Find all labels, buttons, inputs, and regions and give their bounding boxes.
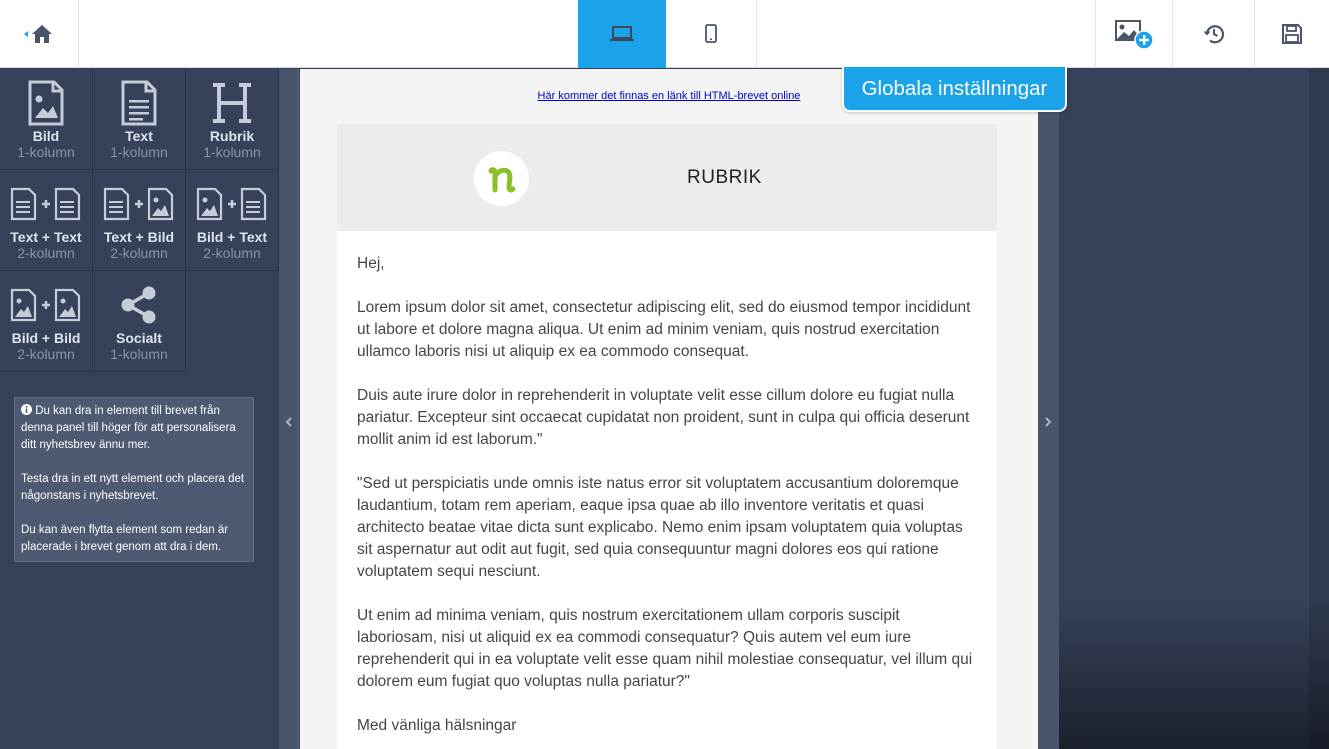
image-image-icon: [10, 288, 82, 322]
block-name: Bild: [32, 128, 60, 144]
chevron-left-icon: [284, 414, 294, 430]
info-icon: [21, 404, 32, 415]
block-columns: 2-kolumn: [17, 245, 75, 261]
block-rubrik-1[interactable]: [186, 69, 279, 170]
panel-edge: [1309, 69, 1329, 749]
save-icon: [1281, 23, 1303, 45]
elements-panel: [0, 69, 279, 749]
help-info-box: [14, 397, 254, 562]
block-name: Text + Bild: [103, 229, 175, 245]
block-name: Text: [125, 128, 153, 144]
block-name: Rubrik: [209, 128, 255, 144]
home-button[interactable]: [0, 0, 79, 68]
chevron-right-icon: [1043, 414, 1053, 430]
image-file-icon: [26, 80, 66, 126]
newsletter-header[interactable]: [337, 124, 997, 231]
settings-panel: [1059, 69, 1329, 749]
block-columns: 1-kolumn: [203, 144, 261, 160]
block-columns: 1-kolumn: [110, 346, 168, 362]
desktop-view-button[interactable]: [578, 0, 666, 68]
history-icon: [1202, 22, 1226, 46]
block-name: Socialt: [116, 330, 162, 346]
text-text-icon: [10, 187, 82, 221]
share-icon: [119, 285, 159, 325]
block-columns: 1-kolumn: [17, 144, 75, 160]
paragraph-1: Lorem ipsum dolor sit amet, consectetur adipiscing elit, sed do eiusmod tempor incididunt ut labore et dolore magna aliqua. Ut enim ad minim veniam, quis nostrud exercitation ullamco laboris nisi ut aliquip ex ea commodo consequat.: [357, 299, 971, 360]
help-text-2: Testa dra in ett nytt element och placera det någonstans i nyhetsbrevet.: [21, 473, 245, 502]
laptop-icon: [608, 24, 636, 44]
newsletter-heading: RUBRIK: [687, 167, 762, 188]
text-image-icon: [103, 187, 175, 221]
image-text-icon: [196, 187, 268, 221]
text-file-icon: [119, 80, 159, 126]
collapse-left-panel[interactable]: [279, 69, 299, 749]
heading-icon: [209, 81, 255, 125]
company-logo: [474, 151, 529, 206]
block-bild-text-2[interactable]: [186, 170, 279, 271]
global-settings-button[interactable]: Globala inställningar: [842, 67, 1067, 112]
block-socialt-1[interactable]: [93, 271, 186, 372]
block-text-bild-2[interactable]: [93, 170, 186, 271]
paragraph-2: Duis aute irure dolor in reprehenderit in voluptate velit esse cillum dolore eu fugiat nulla pariatur. Excepteur sint occaecat cupidatat non proident, sunt in culpa qui officia deserunt mollit anim id est laborum.": [357, 387, 970, 448]
logo-letter-n: [482, 159, 522, 199]
home-icon: [23, 23, 55, 45]
block-name: Bild + Text: [196, 229, 268, 245]
collapse-right-panel[interactable]: [1038, 69, 1059, 749]
block-text-text-2[interactable]: [0, 170, 93, 271]
block-name: Bild + Bild: [11, 330, 81, 346]
block-name: Text + Text: [10, 229, 82, 245]
block-columns: 1-kolumn: [110, 144, 168, 160]
block-columns: 2-kolumn: [17, 346, 75, 362]
help-text-3: Du kan även flytta element som redan är placerade i brevet genom att dra i dem.: [21, 524, 229, 553]
paragraph-3: "Sed ut perspiciatis unde omnis iste natus error sit voluptatem accusantium doloremque laudantium, totam rem aperiam, eaque ipsa quae ab illo inventore veritatis et quasi architecto beatae vitae dicta sunt explicabo. Nemo enim ipsam voluptatem quia voluptas sit aspernatur aut odit aut fugit, sed quia consequuntur magni dolores eos qui ratione voluptatem sequi nesciunt.: [357, 475, 963, 580]
add-image-button[interactable]: [1095, 0, 1173, 68]
newsletter-body[interactable]: [337, 231, 997, 749]
newsletter-canvas: [300, 69, 1038, 749]
image-add-icon: [1112, 16, 1156, 52]
save-button[interactable]: [1255, 0, 1329, 68]
block-bild-bild-2[interactable]: [0, 271, 93, 372]
block-columns: 2-kolumn: [110, 245, 168, 261]
history-button[interactable]: [1173, 0, 1255, 68]
closing: Med vänliga hälsningar: [357, 717, 517, 734]
greeting: Hej,: [357, 255, 385, 272]
block-columns: 2-kolumn: [203, 245, 261, 261]
paragraph-4: Ut enim ad minima veniam, quis nostrum exercitationem ullam corporis suscipit laboriosam, nisi ut aliquid ex ea commodi consequatur? Quis autem vel eum iure reprehenderit qui in ea voluptate velit esse quam nihil molestiae consequatur, vel illum qui dolorem eum fugiat quo voluptas nulla pariatur?": [357, 607, 973, 690]
mobile-view-button[interactable]: [666, 0, 757, 68]
help-text-1: Du kan dra in element till brevet från denna panel till höger för att personalisera ditt nyhetsbrev ännu mer.: [21, 405, 236, 451]
mobile-icon: [704, 24, 718, 44]
block-bild-1[interactable]: [0, 69, 93, 170]
block-text-1[interactable]: [93, 69, 186, 170]
top-toolbar: [0, 0, 1329, 68]
online-version-link[interactable]: Här kommer det finnas en länk till HTML-brevet online: [537, 90, 801, 102]
